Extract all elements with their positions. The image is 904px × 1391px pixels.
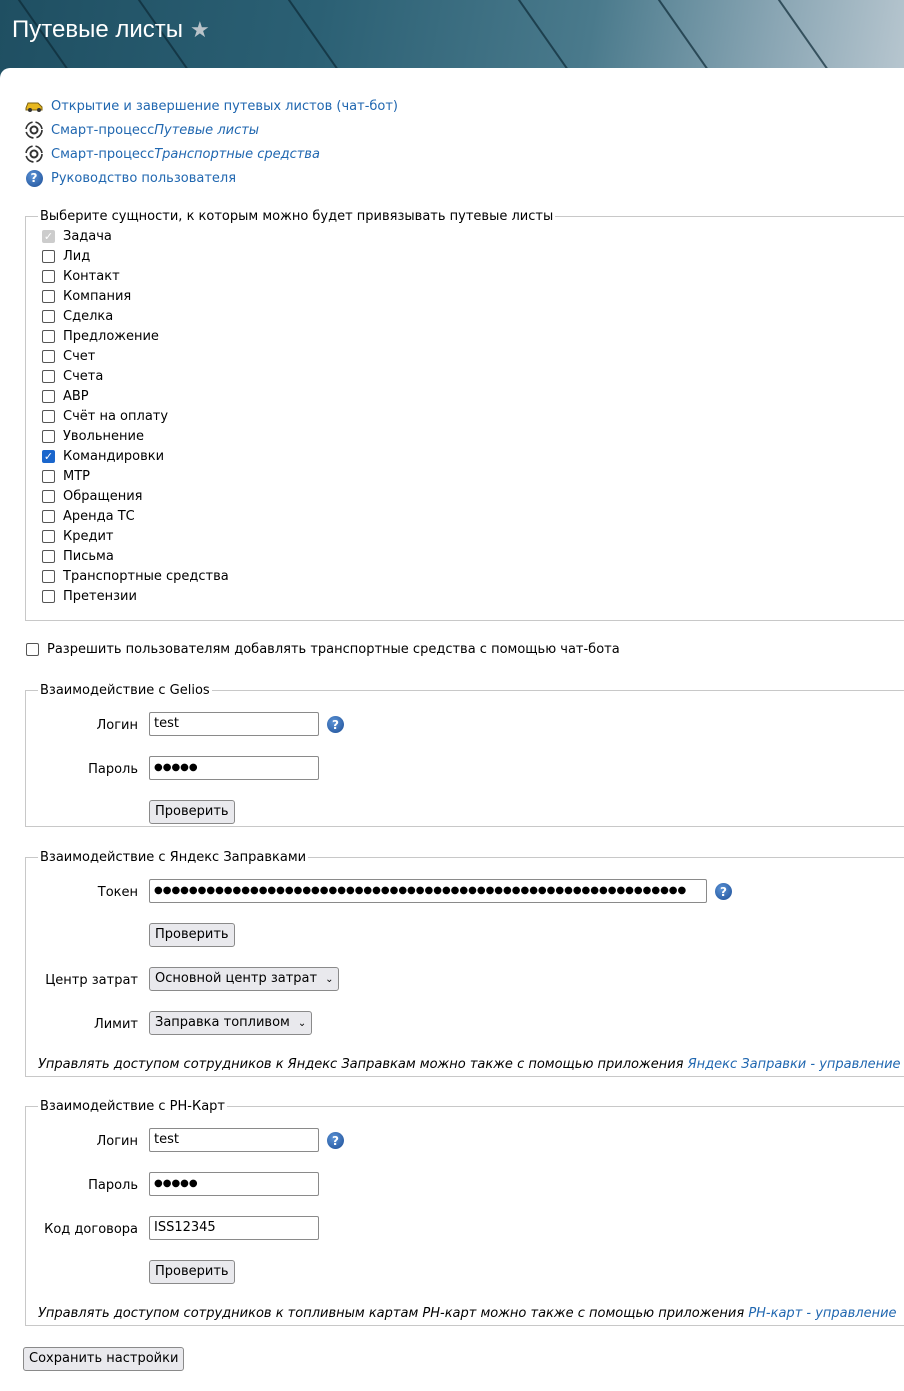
- entity-label: Счёт на оплату: [63, 408, 169, 424]
- entity-label: АВР: [63, 388, 89, 404]
- gelios-fieldset: Взаимодействие с Gelios Логин test ? Пароль ●●●●● Проверить: [25, 683, 904, 827]
- checkbox-icon: [42, 410, 55, 423]
- checkbox-icon: [42, 350, 55, 363]
- entity-label: Счета: [63, 368, 104, 384]
- rn-check-button[interactable]: Проверить: [149, 1260, 235, 1284]
- entity-label: Увольнение: [63, 428, 144, 444]
- entity-label: Предложение: [63, 328, 159, 344]
- checkbox-icon: [42, 370, 55, 383]
- entities-legend: Выберите сущности, к которым можно будет привязывать путевые листы: [40, 209, 554, 224]
- entity-label: Счет: [63, 348, 96, 364]
- smart-process-icon: [24, 144, 44, 164]
- entity-checkbox[interactable]: [42, 566, 904, 586]
- link-user-guide[interactable]: ? Руководство пользователя: [24, 166, 398, 190]
- entity-label: Письма: [63, 548, 114, 564]
- entity-checkbox[interactable]: [42, 446, 904, 466]
- allow-bot-checkbox[interactable]: Разрешить пользователям добавлять транспортные средства с помощью чат-бота: [26, 642, 620, 657]
- save-settings-button[interactable]: Сохранить настройки: [23, 1347, 184, 1371]
- entity-label: МТР: [63, 468, 90, 484]
- link-chatbot[interactable]: Открытие и завершение путевых листов (чат-бот): [24, 94, 398, 118]
- checkbox-icon: [42, 570, 55, 583]
- chevron-down-icon: ⌄: [325, 974, 334, 985]
- rn-contract-input[interactable]: ISS12345: [149, 1216, 319, 1240]
- entity-checkbox[interactable]: [42, 246, 904, 266]
- gelios-password-input[interactable]: ●●●●●: [149, 756, 319, 780]
- checkbox-icon: [42, 530, 55, 543]
- checkbox-icon: [42, 330, 55, 343]
- entity-label: Кредит: [63, 528, 114, 544]
- checkbox-icon: [42, 390, 55, 403]
- checkbox-icon: [42, 430, 55, 443]
- chevron-down-icon: ⌄: [297, 1018, 307, 1029]
- checkbox-icon: [42, 590, 55, 603]
- checkbox-icon: [42, 490, 55, 503]
- entities-fieldset: [25, 209, 904, 621]
- help-icon[interactable]: ?: [327, 716, 344, 733]
- entity-checkbox[interactable]: [42, 426, 904, 446]
- yandex-app-link[interactable]: Яндекс Заправки - управление: [687, 1057, 901, 1072]
- entity-checkbox[interactable]: [42, 406, 904, 426]
- checkbox-icon: [42, 510, 55, 523]
- rn-password-input[interactable]: ●●●●●: [149, 1172, 319, 1196]
- limit-select[interactable]: Заправка топливом ⌄: [149, 1011, 312, 1035]
- entity-label: Компания: [63, 288, 132, 304]
- entity-checkbox[interactable]: [42, 586, 904, 606]
- entity-checkbox[interactable]: [42, 326, 904, 346]
- yandex-fieldset: Взаимодействие с Яндекс Заправками Токен ●●●●●●●●●●●●●●●●●●●●●●●●●●●●●●●●●●●●●●●●●●●●●●●●●●●●●●●●●●●●● ? Проверить Центр затрат Основной центр затрат ⌄ Лимит Заправка топливом ⌄ Управлять доступом сотрудников к Яндекс Заправкам можно также с помощью приложения Яндекс Заправки - управление: [25, 850, 904, 1077]
- entity-label: Претензии: [63, 588, 137, 604]
- entity-label: Задача: [63, 228, 112, 244]
- entity-checkbox[interactable]: [42, 366, 904, 386]
- gelios-login-input[interactable]: test: [149, 712, 319, 736]
- rn-fieldset: Взаимодействие с РН-Карт Логин test ? Пароль ●●●●● Код договора ISS12345 Проверить Управлять доступом сотрудников к топливным картам РН-карт можно также с помощью приложения РН-карт - управление: [25, 1099, 904, 1326]
- entity-checkbox[interactable]: [42, 226, 904, 246]
- yandex-check-button[interactable]: Проверить: [149, 923, 235, 947]
- entity-checkbox[interactable]: [42, 306, 904, 326]
- entity-checkbox[interactable]: [42, 346, 904, 366]
- car-icon: [24, 96, 44, 116]
- help-icon[interactable]: ?: [327, 1132, 344, 1149]
- entity-checkbox[interactable]: [42, 526, 904, 546]
- content-panel: [0, 68, 904, 1391]
- checkbox-icon: [42, 270, 55, 283]
- link-smart-vehicles[interactable]: Смарт-процесс Транспортные средства: [24, 142, 398, 166]
- checkbox-icon: [42, 310, 55, 323]
- gelios-check-button[interactable]: Проверить: [149, 800, 235, 824]
- links-list: [24, 94, 398, 190]
- help-icon: ?: [24, 168, 44, 188]
- checkbox-icon: [42, 550, 55, 563]
- checkbox-icon: [42, 250, 55, 263]
- entity-checkbox[interactable]: [42, 266, 904, 286]
- entity-label: Сделка: [63, 308, 114, 324]
- entity-label: Аренда ТС: [63, 508, 135, 524]
- help-icon[interactable]: ?: [715, 883, 732, 900]
- page-title: Путевые листы: [12, 16, 183, 43]
- checkbox-icon: [42, 470, 55, 483]
- entity-label: Контакт: [63, 268, 120, 284]
- rn-login-input[interactable]: test: [149, 1128, 319, 1152]
- rn-app-link[interactable]: РН-карт - управление: [748, 1306, 897, 1321]
- entity-label: Командировки: [63, 448, 165, 464]
- entity-checkbox[interactable]: [42, 466, 904, 486]
- entity-checkbox[interactable]: [42, 506, 904, 526]
- entity-label: Обращения: [63, 488, 143, 504]
- entity-checkbox[interactable]: [42, 486, 904, 506]
- cost-center-select[interactable]: Основной центр затрат ⌄: [149, 967, 339, 991]
- checkbox-icon: ✓: [43, 229, 54, 243]
- entity-checkbox[interactable]: [42, 546, 904, 566]
- entity-checkbox[interactable]: [42, 286, 904, 306]
- star-icon[interactable]: ★: [190, 18, 210, 43]
- entity-label: Транспортные средства: [63, 568, 229, 584]
- smart-process-icon: [24, 120, 44, 140]
- entity-checkbox[interactable]: [42, 386, 904, 406]
- checkbox-icon: [42, 290, 55, 303]
- yandex-token-input[interactable]: ●●●●●●●●●●●●●●●●●●●●●●●●●●●●●●●●●●●●●●●●●●●●●●●●●●●●●●●●●●●●●: [149, 879, 707, 903]
- entity-label: Лид: [63, 248, 91, 264]
- checkbox-icon: ✓: [43, 449, 54, 463]
- link-smart-waybills[interactable]: Смарт-процесс Путевые листы: [24, 118, 398, 142]
